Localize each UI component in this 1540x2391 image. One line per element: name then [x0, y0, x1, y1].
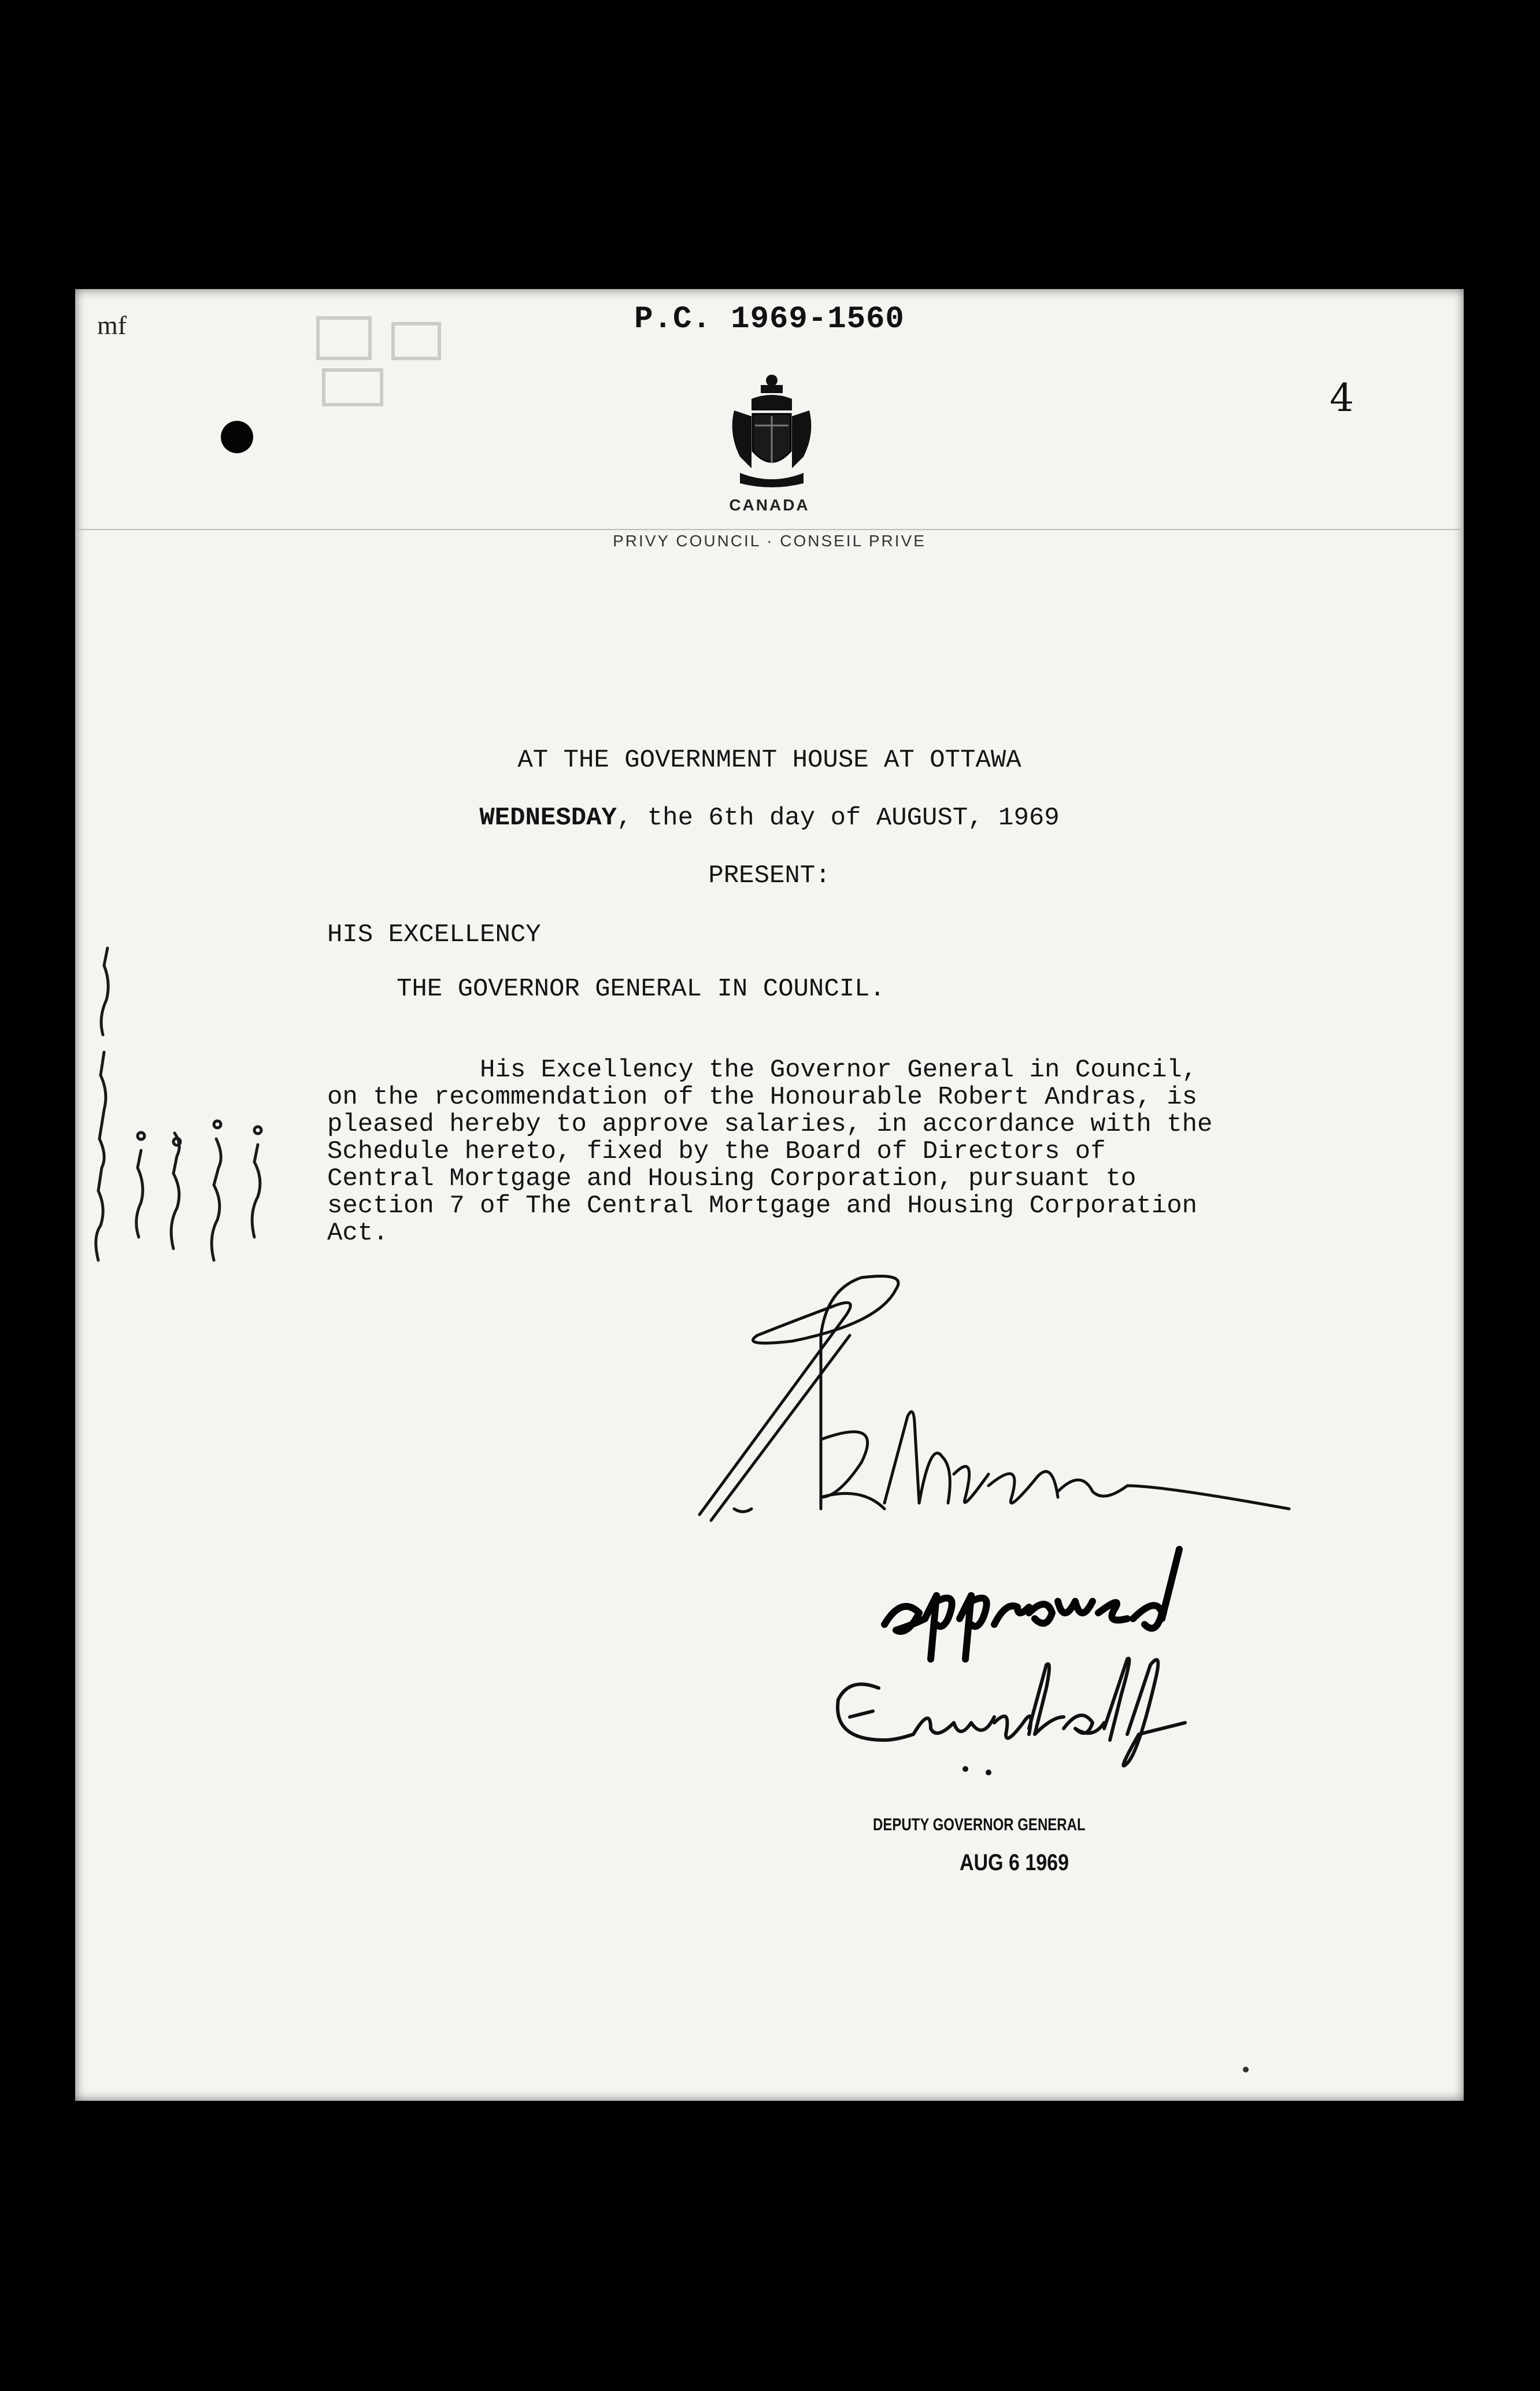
approval-date-stamp: AUG 6 1969	[960, 1850, 1069, 1875]
order-number: P.C. 1969-1560	[634, 302, 905, 337]
punch-hole	[221, 421, 253, 453]
addressee-line-2: THE GOVERNOR GENERAL IN COUNCIL.	[397, 975, 885, 1004]
deputy-governor-title: DEPUTY GOVERNOR GENERAL	[873, 1815, 1086, 1834]
page-number: 4	[1330, 376, 1354, 420]
present-heading: PRESENT:	[708, 861, 831, 890]
clerk-initials: mf	[97, 310, 127, 340]
deputy-governor-signature	[815, 1653, 1278, 1781]
coat-of-arms-icon	[717, 370, 827, 491]
handwritten-margin-notes	[81, 937, 289, 1283]
date-rest: , the 6th day of AUGUST, 1969	[616, 804, 1060, 832]
order-body-paragraph: His Excellency the Governor General in Council, on the recommendation of the Honourable Robert Andras, is pleased hereby to approve salaries, in accordance with the Schedule hereto, fixed by the Board of Directors of Central Mortgage and Housing Corporation, pursuant to section 7 of The Central Mortgage and Housing Corporation Act.	[327, 1056, 1213, 1248]
place-heading: AT THE GOVERNMENT HOUSE AT OTTAWA	[517, 746, 1021, 775]
date-heading	[75, 804, 1464, 832]
document-page	[75, 289, 1464, 2101]
weekday: WEDNESDAY	[479, 804, 617, 832]
country-label: CANADA	[729, 496, 810, 514]
addressee-line-1: HIS EXCELLENCY	[327, 920, 541, 949]
minister-signature	[688, 1266, 1301, 1538]
privy-council-label: PRIVY COUNCIL · CONSEIL PRIVE	[613, 532, 926, 550]
paper-speck	[1243, 2067, 1249, 2072]
letterhead-rule	[75, 529, 1464, 530]
approved-handwriting	[873, 1538, 1197, 1671]
